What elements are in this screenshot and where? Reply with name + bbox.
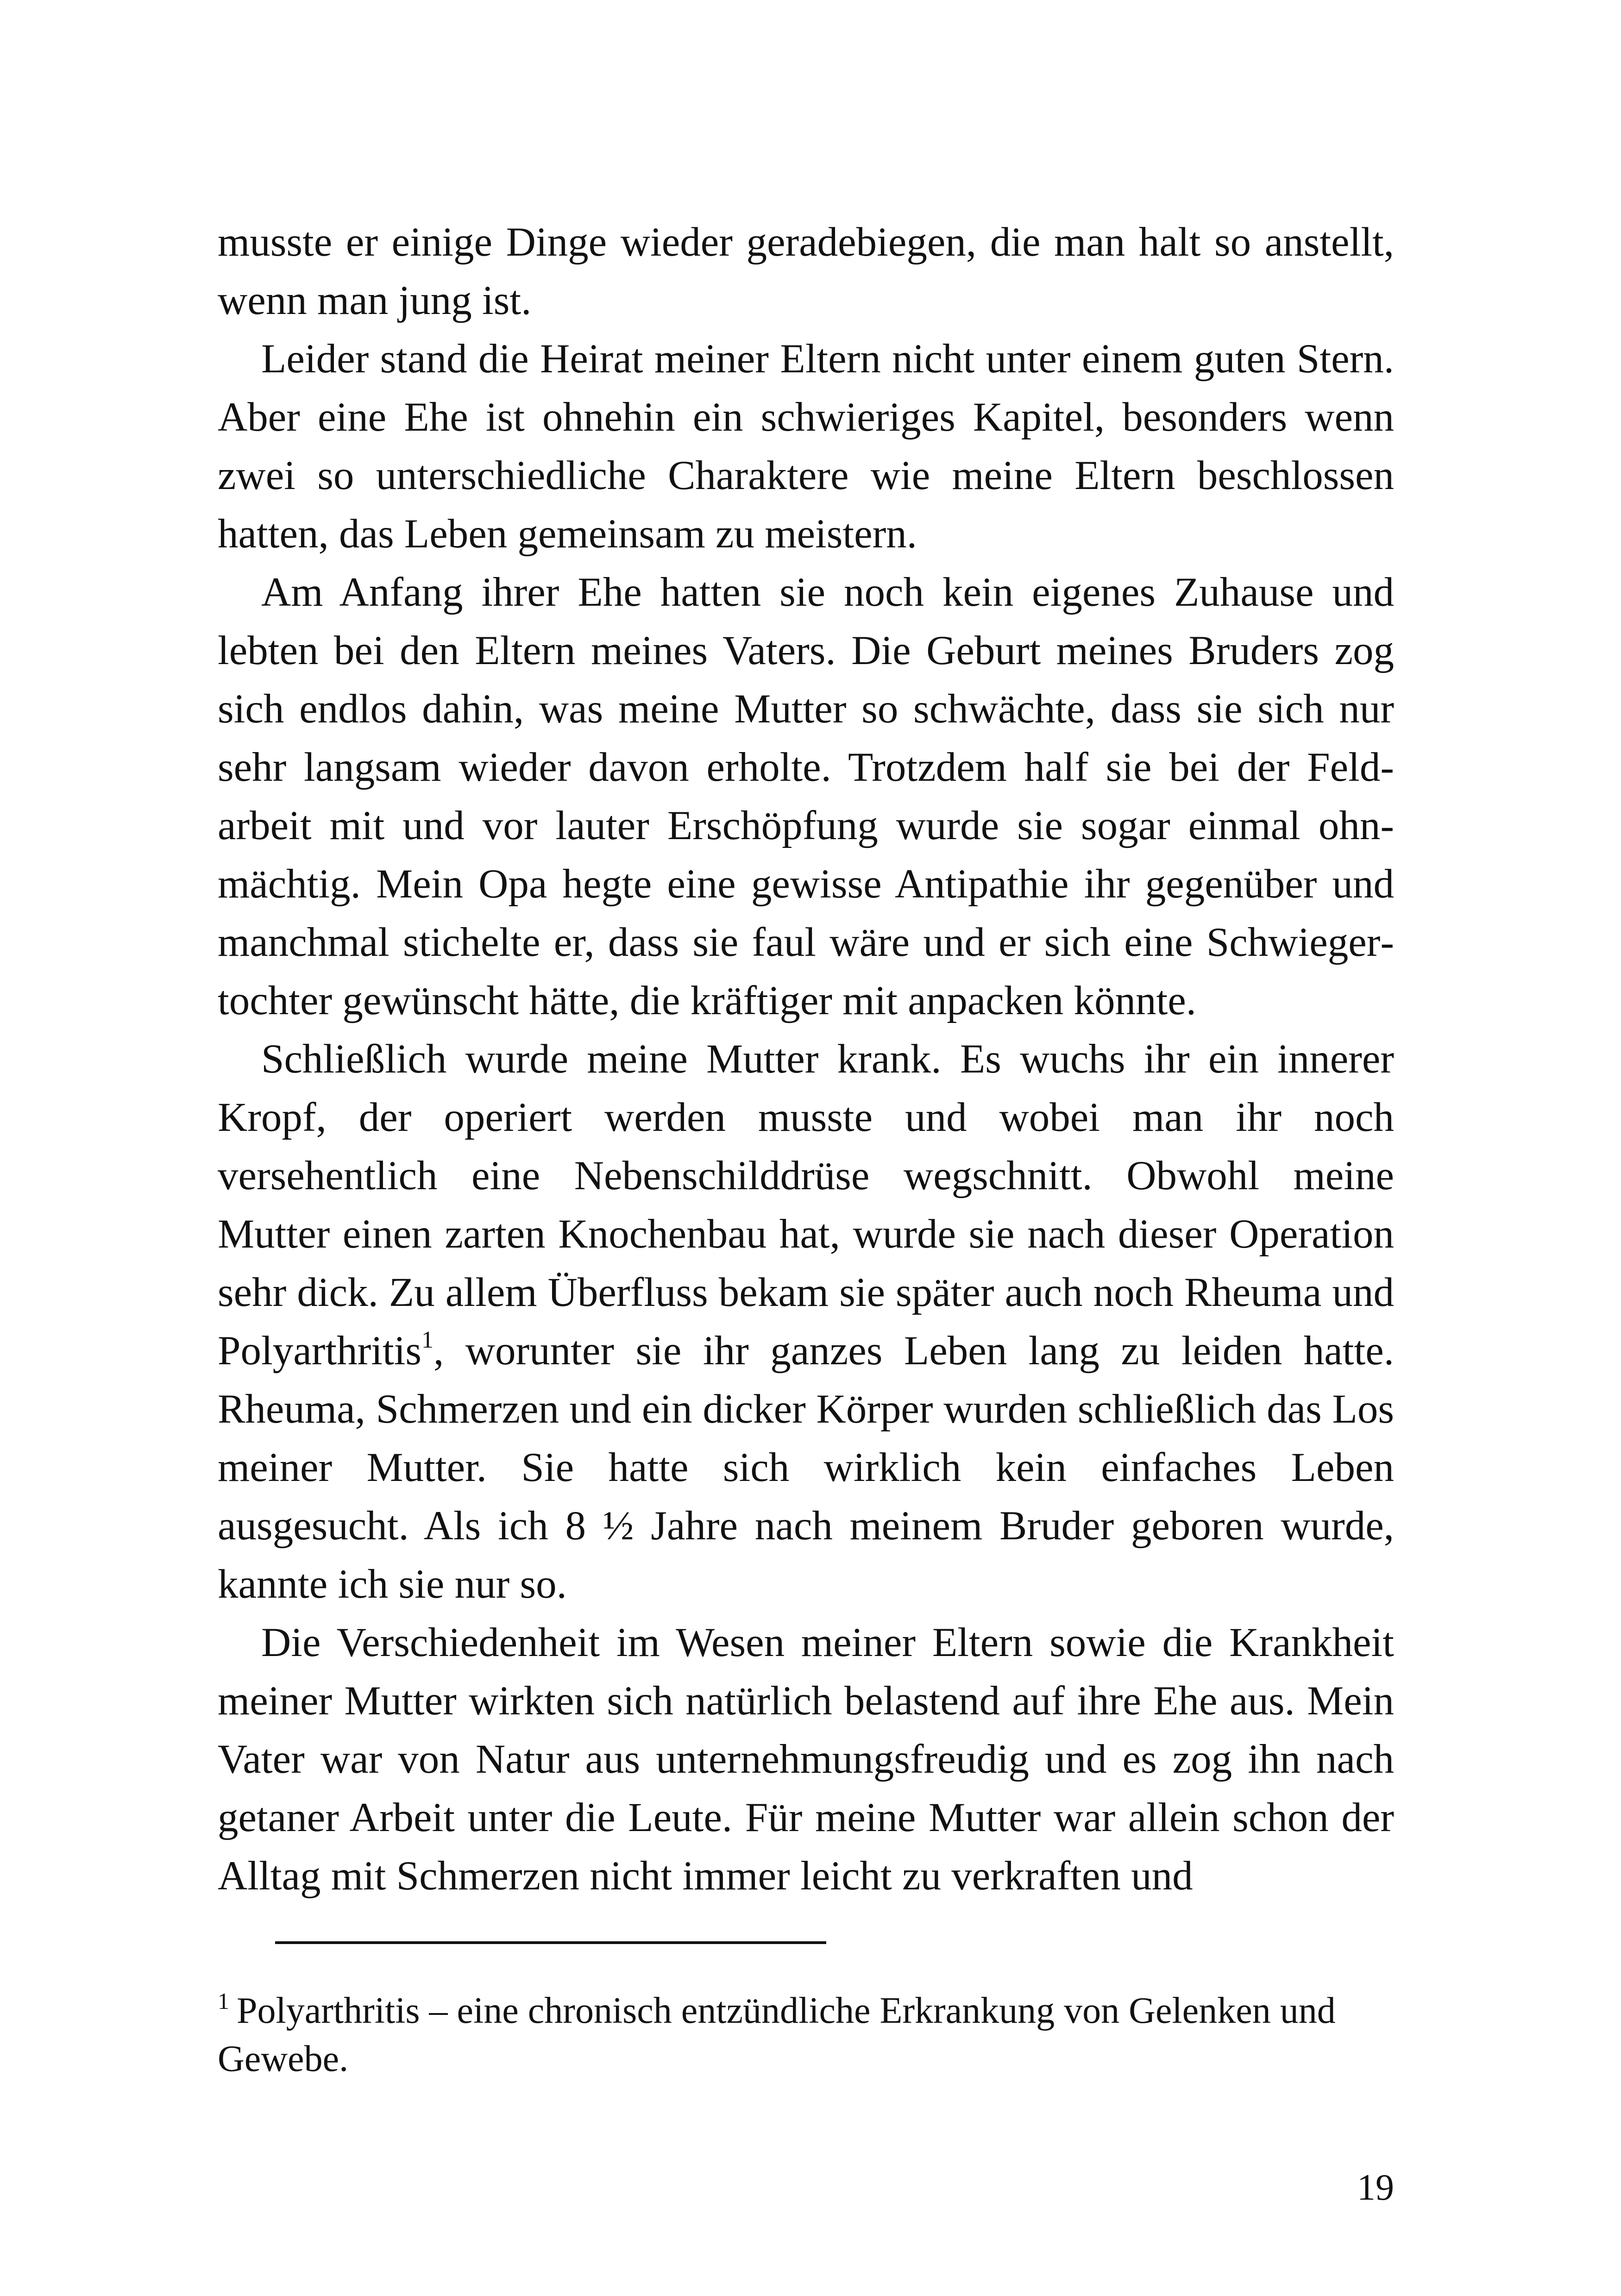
footnote-number: 1 bbox=[218, 1988, 229, 2014]
paragraph: Am Anfang ihrer Ehe hatten sie noch kein eigenes Zuhause und lebten bei den Eltern meines Vaters. Die Geburt meines Bruders zog sich endlos dahin, was meine Mutter so schwächte, dass sie sich nur sehr langsam wieder davon erholte. Trotzdem half sie bei der Feldarbeit mit und vor lauter Erschöpfung wurde sie sogar einmal ohnmächtig. Mein Opa hegte eine gewisse Antipathie ihr gegenüber und manchmal stichelte er, dass sie faul wäre und er sich eine Schwiegertochter gewünscht hätte, die kräftiger mit anpacken könnte. bbox=[218, 570, 1394, 1023]
footnote bbox=[218, 1987, 1394, 2083]
paragraph-text-before-footnote: Schließlich wurde meine Mutter krank. Es wuchs ihr ein innerer Kropf, der operiert werden musste und wobei man ihr noch versehentlich eine Nebenschilddrüse wegschnitt. Obwohl meine Mutter einen zarten Knochenbau hat, wurde sie nach dieser Operation sehr dick. Zu allem Überfluss bekam sie später auch noch Rheuma und Polyarthritis bbox=[218, 1036, 1394, 1374]
paragraph-with-footnote bbox=[218, 1030, 1394, 1613]
paragraph: musste er einige Dinge wieder geradebiegen, die man halt so anstellt, wenn man jung ist. bbox=[218, 220, 1394, 323]
footnote-text: Polyarthritis – eine chronisch entzündliche Erkrankung von Gelenken und Gewebe. bbox=[218, 1990, 1336, 2079]
paragraph: Leider stand die Heirat meiner Eltern nicht unter einem guten Stern. Aber eine Ehe ist ohnehin ein schwieriges Kapitel, besonders wenn zwei so unterschiedliche Charaktere wie meine Eltern beschlossen hatten, das Leben gemeinsam zu meistern. bbox=[218, 336, 1394, 557]
paragraph: Die Verschiedenheit im Wesen meiner Eltern sowie die Krankheit meiner Mutter wirkten sich natürlich belastend auf ihre Ehe aus. Mein Vater war von Natur aus unternehmungsfreudig und es zog ihn nach getaner Arbeit unter die Leute. Für meine Mutter war allein schon der Alltag mit Schmerzen nicht immer leicht zu verkraften und bbox=[218, 1620, 1394, 1899]
footnote-reference-mark: 1 bbox=[421, 1327, 434, 1353]
page-number: 19 bbox=[1357, 2167, 1394, 2208]
body-text bbox=[218, 213, 1394, 1905]
footnote-separator-rule bbox=[275, 1941, 826, 1944]
paragraph-text-after-footnote: , worunter sie ihr ganzes Leben lang zu leiden hatte. Rheuma, Schmerzen und ein dicker Körper wurden schließlich das Los meiner Mutter. Sie hatte sich wirklich kein einfaches Leben ausgesucht. Als ich 8 ½ Jahre nach meinem Bruder geboren wurde, kannte ich sie nur so. bbox=[218, 1328, 1394, 1607]
